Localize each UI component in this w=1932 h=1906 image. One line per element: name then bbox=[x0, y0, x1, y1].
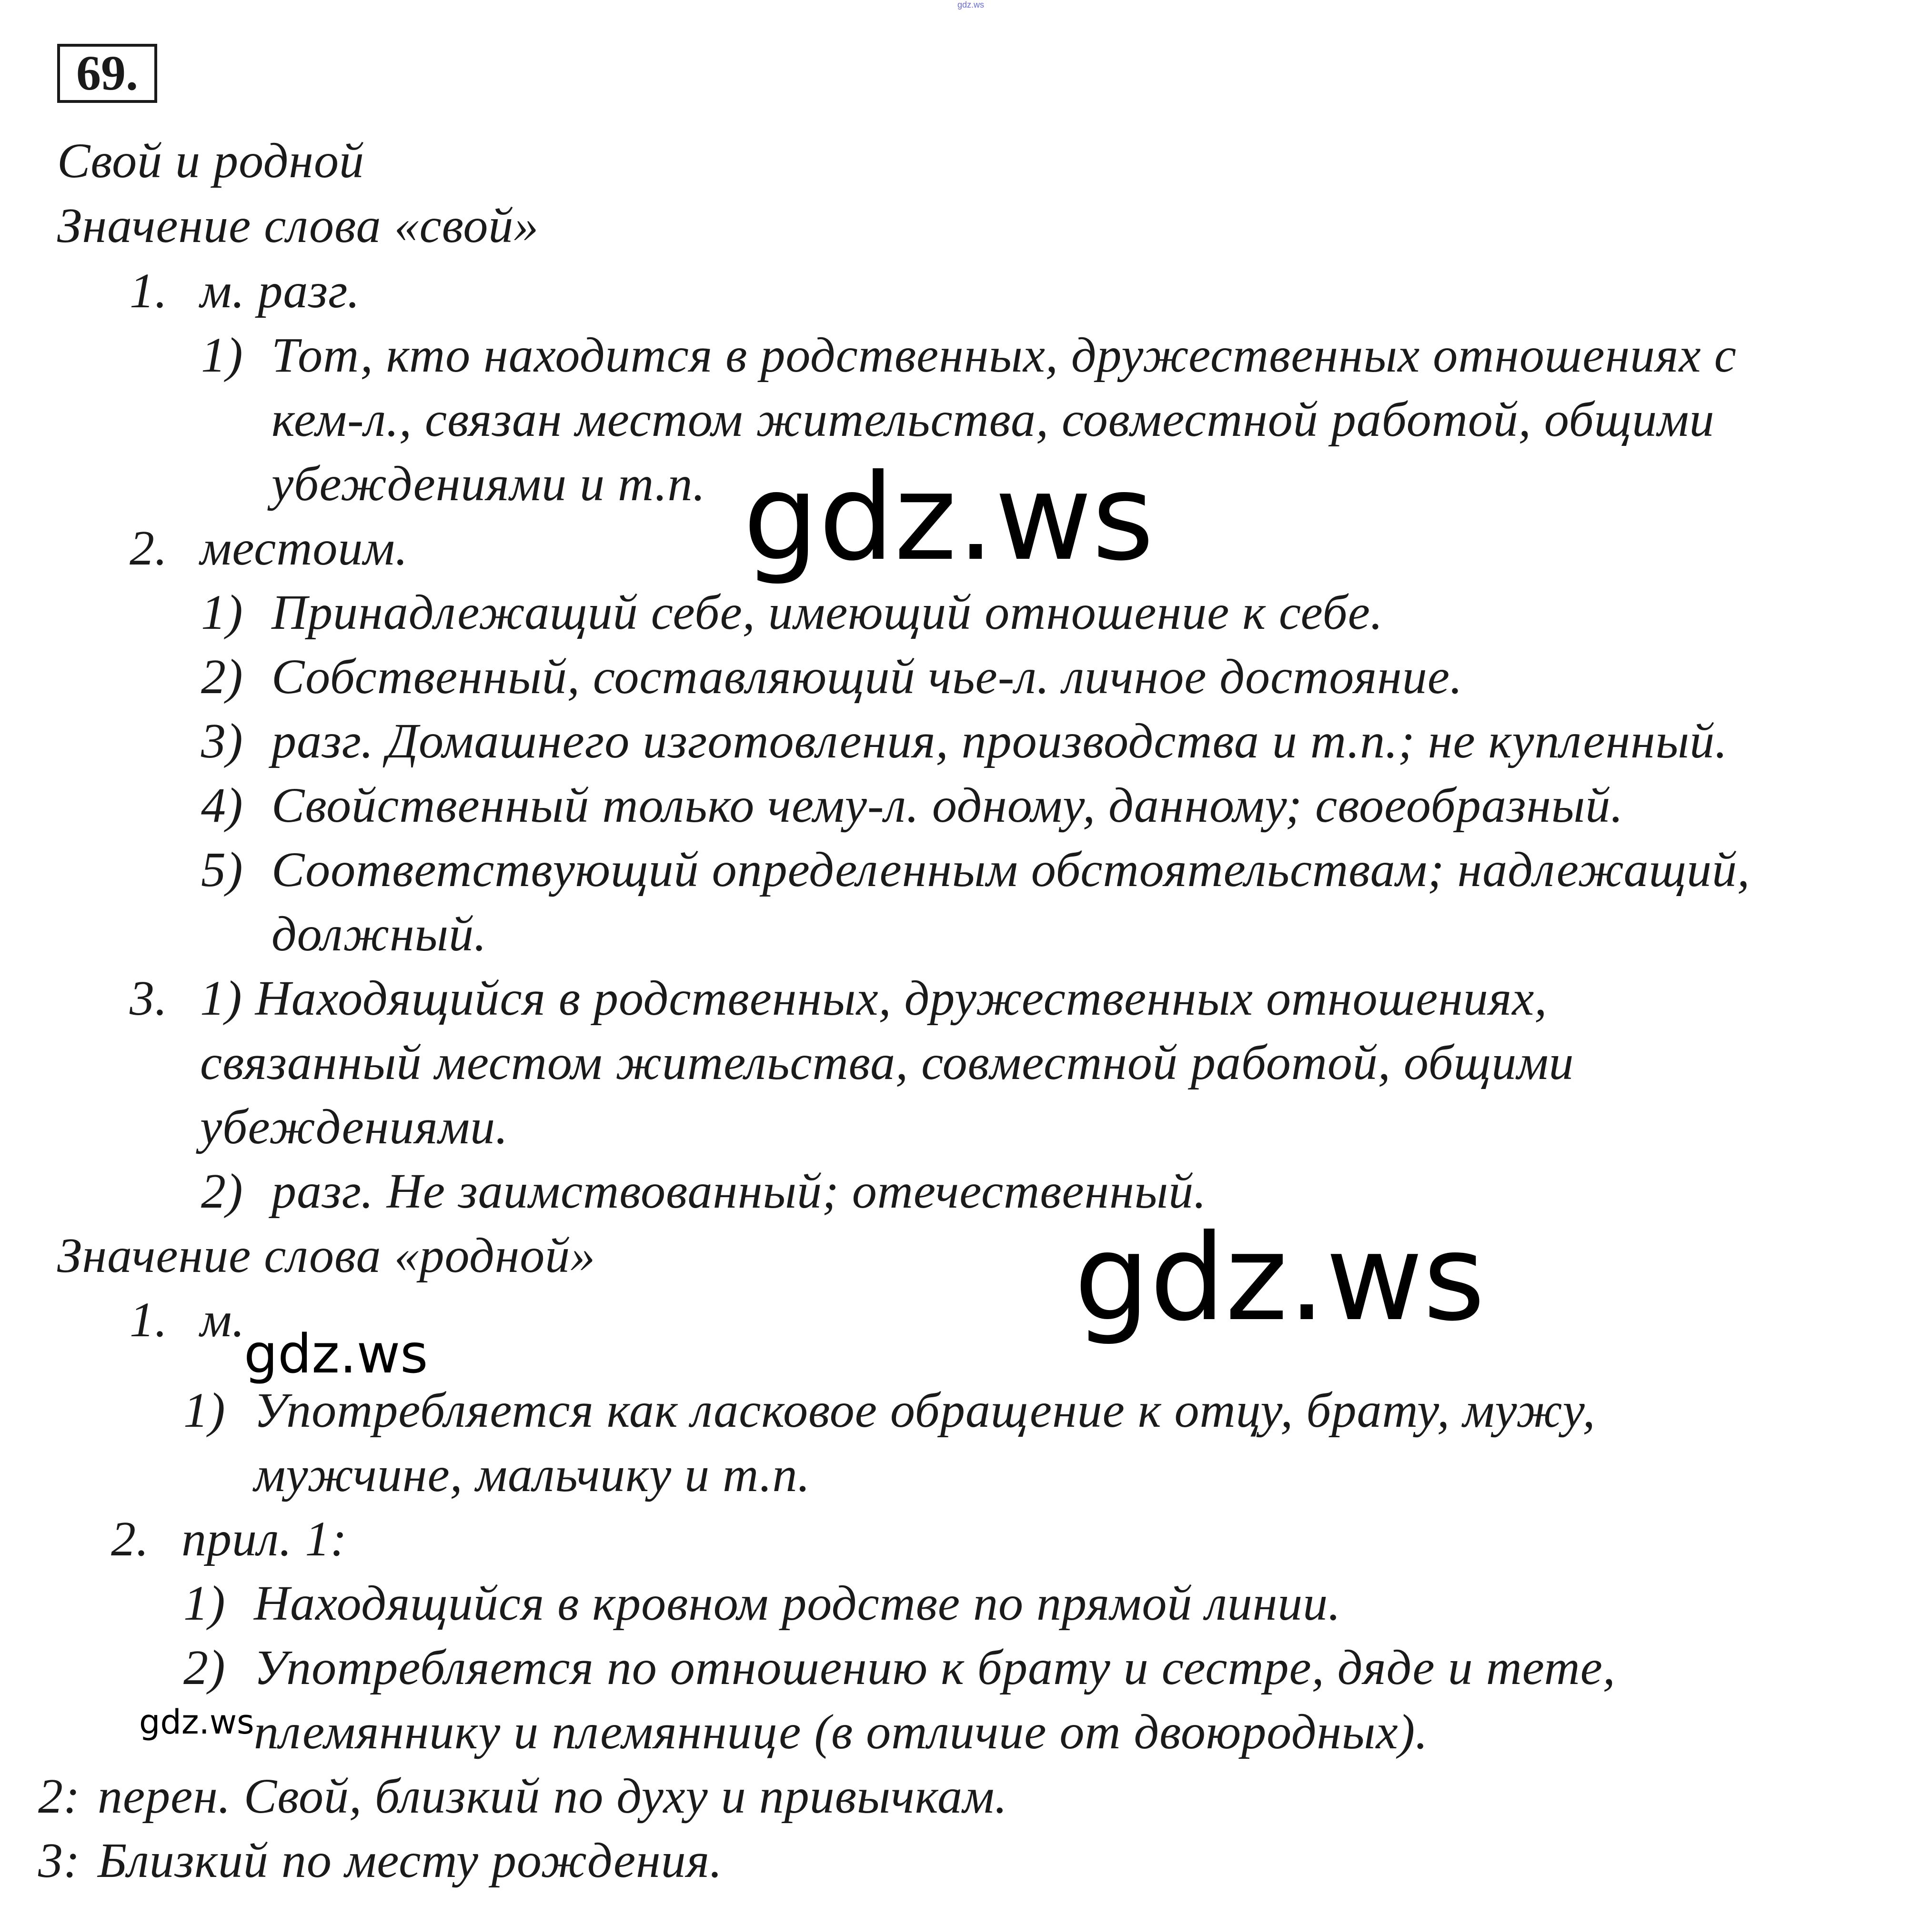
line-text: Свойственный только чему-л. одному, данному; своеобразный. bbox=[272, 778, 1624, 833]
item-number: 3: bbox=[38, 1833, 80, 1888]
definition-line bbox=[183, 1384, 1596, 1437]
definition-line bbox=[183, 1577, 1341, 1630]
task-number: 69. bbox=[57, 44, 157, 103]
line-text: Собственный, составляющий чье-л. личное достояние. bbox=[272, 649, 1463, 704]
definition-line bbox=[201, 586, 1383, 639]
item-number: 1) bbox=[183, 1383, 226, 1438]
line-text: разг. Не заимствованный; отечественный. bbox=[272, 1164, 1207, 1219]
line-text: должный. bbox=[272, 907, 487, 961]
watermark: gdz.ws bbox=[743, 448, 1154, 587]
watermark: gdz.ws bbox=[1074, 1209, 1485, 1347]
definition-line bbox=[130, 972, 1547, 1025]
item-number: 1) bbox=[201, 585, 243, 640]
top-watermark: gdz.ws bbox=[957, 0, 985, 10]
line-text: разг. Домашнего изготовления, производства и т.п.; не купленный. bbox=[272, 714, 1728, 768]
line-text: убеждениями. bbox=[200, 1099, 509, 1154]
item-number: 5) bbox=[201, 842, 243, 897]
line-text: м. разг. bbox=[200, 263, 361, 318]
line-text: Свой и родной bbox=[57, 133, 364, 188]
line-text: местоим. bbox=[200, 521, 408, 575]
heading-rodnoy-meaning bbox=[57, 1229, 595, 1282]
line-text: Принадлежащий себе, имеющий отношение к себе. bbox=[272, 585, 1383, 640]
definition-line bbox=[201, 329, 1737, 382]
definition-line bbox=[183, 1641, 1616, 1694]
definition-line bbox=[130, 522, 408, 575]
line-text: перен. Свой, близкий по духу и привычкам. bbox=[98, 1769, 1008, 1824]
definition-line bbox=[38, 1834, 723, 1887]
item-number: 1. bbox=[130, 263, 168, 318]
line-text: прил. 1: bbox=[181, 1512, 347, 1566]
item-number: 2) bbox=[201, 649, 243, 704]
item-number: 2: bbox=[38, 1769, 80, 1824]
item-number: 3) bbox=[201, 714, 243, 768]
item-number: 4) bbox=[201, 778, 243, 833]
definition-line bbox=[201, 843, 1750, 897]
line-text: Тот, кто находится в родственных, дружественных отношениях с bbox=[272, 328, 1737, 383]
line-text: Значение слова «родной» bbox=[57, 1228, 596, 1283]
definition-line bbox=[130, 1293, 245, 1347]
watermark: gdz.ws bbox=[244, 1323, 428, 1385]
line-text: 1) Находящийся в родственных, дружественных отношениях, bbox=[200, 971, 1548, 1026]
definition-line bbox=[272, 393, 1715, 446]
line-text: Близкий по месту рождения. bbox=[98, 1833, 723, 1888]
line-text: Употребляется как ласковое обращение к отцу, брату, мужу, bbox=[254, 1383, 1596, 1438]
line-text: м. bbox=[200, 1292, 245, 1347]
definition-line bbox=[272, 457, 706, 511]
line-text: убеждениями и т.п. bbox=[272, 456, 706, 511]
item-number: 2. bbox=[130, 521, 168, 575]
definition-line bbox=[38, 1770, 1007, 1823]
item-number: 2. bbox=[111, 1512, 149, 1566]
definition-line bbox=[201, 779, 1623, 832]
line-text: кем-л., связан местом жительства, совместной работой, общими bbox=[272, 392, 1715, 447]
definition-line bbox=[200, 1100, 508, 1154]
line-text: Употребляется по отношению к брату и сестре, дяде и тете, bbox=[254, 1640, 1616, 1695]
heading-svoy-meaning bbox=[57, 199, 539, 252]
line-text: Находящийся в кровном родстве по прямой линии. bbox=[254, 1576, 1341, 1631]
definition-line bbox=[201, 715, 1728, 768]
line-text: племяннику и племяннице (в отличие от двоюродных). bbox=[254, 1704, 1429, 1759]
definition-line bbox=[111, 1513, 347, 1566]
item-number: 2) bbox=[201, 1164, 243, 1219]
definition-line bbox=[254, 1448, 811, 1502]
item-number: 1) bbox=[201, 328, 243, 383]
definition-line bbox=[130, 264, 360, 318]
definition-line bbox=[272, 908, 487, 961]
item-number: 1) bbox=[183, 1576, 226, 1631]
definition-line bbox=[201, 1165, 1207, 1218]
watermark: gdz.ws bbox=[139, 1703, 254, 1742]
definition-line bbox=[200, 1036, 1574, 1089]
definition-line bbox=[201, 650, 1463, 704]
definition-line bbox=[254, 1705, 1428, 1759]
heading-title bbox=[57, 134, 364, 188]
item-number: 3. bbox=[130, 971, 168, 1026]
line-text: Значение слова «свой» bbox=[57, 198, 539, 253]
item-number: 2) bbox=[183, 1640, 226, 1695]
line-text: Соответствующий определенным обстоятельствам; надлежащий, bbox=[272, 842, 1751, 897]
line-text: связанный местом жительства, совместной работой, общими bbox=[200, 1035, 1574, 1090]
item-number: 1. bbox=[130, 1292, 168, 1347]
line-text: мужчине, мальчику и т.п. bbox=[254, 1447, 811, 1502]
